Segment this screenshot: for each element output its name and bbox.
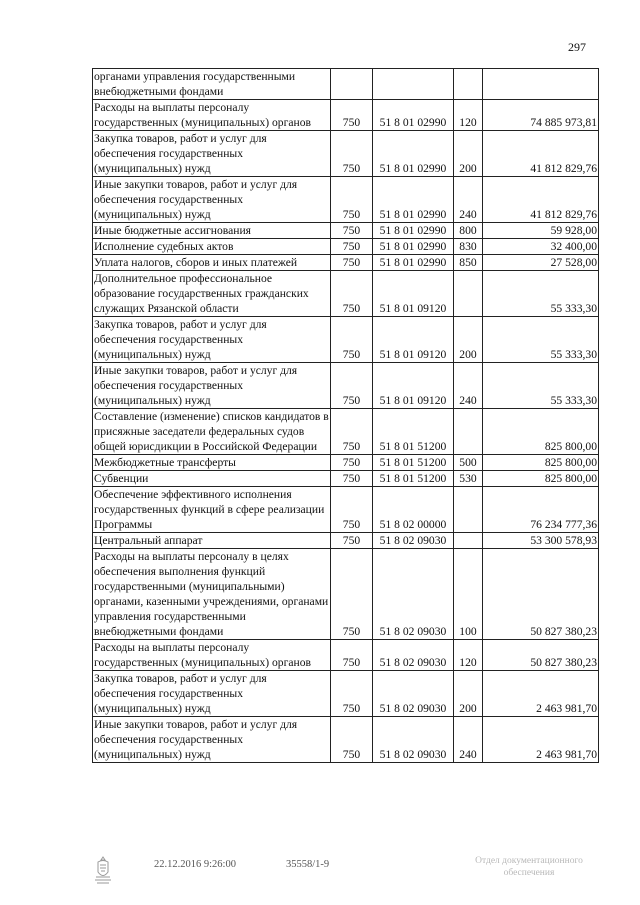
row-amount-cell: 55 333,30 — [483, 363, 599, 409]
row-code-cell: 750 — [331, 409, 373, 455]
row-expense-type-cell: 500 — [454, 455, 483, 471]
row-expense-type-cell: 240 — [454, 363, 483, 409]
row-classification-cell: 51 8 02 09030 — [373, 717, 454, 763]
row-amount-cell: 825 800,00 — [483, 455, 599, 471]
row-amount-cell: 2 463 981,70 — [483, 671, 599, 717]
row-code-cell: 750 — [331, 223, 373, 239]
table-row — [93, 455, 599, 471]
row-classification-cell: 51 8 01 09120 — [373, 271, 454, 317]
row-name-cell: Составление (изменение) списков кандидатов в присяжные заседатели федеральных судов общей юрисдикции в Российской Федерации — [94, 410, 329, 453]
page-number: 297 — [568, 40, 586, 54]
row-expense-type-cell: 120 — [454, 640, 483, 671]
page-footer — [92, 855, 612, 889]
registry-stamp-line: Отдел документационного — [475, 856, 583, 866]
row-code-cell: 750 — [331, 131, 373, 177]
table-row — [93, 363, 599, 409]
row-classification-cell: 51 8 01 02990 — [373, 100, 454, 131]
row-classification-cell: 51 8 02 09030 — [373, 640, 454, 671]
row-classification-cell: 51 8 01 51200 — [373, 455, 454, 471]
row-expense-type-cell — [454, 533, 483, 549]
row-expense-type-cell: 830 — [454, 239, 483, 255]
footer-date: 22.12.2016 9:26:00 — [154, 859, 236, 870]
row-name-cell: Иные закупки товаров, работ и услуг для обеспечения государственных (муниципальных) нужд — [93, 717, 331, 763]
row-code-cell: 750 — [331, 549, 373, 640]
row-code-cell: 750 — [331, 271, 373, 317]
row-name-cell: Расходы на выплаты персоналу государственных (муниципальных) органов — [93, 100, 331, 131]
row-classification-cell: 51 8 02 00000 — [373, 487, 454, 533]
budget-table-body — [93, 69, 599, 763]
row-amount-cell: 55 333,30 — [483, 271, 599, 317]
row-code-cell: 750 — [331, 363, 373, 409]
row-classification-cell: 51 8 01 02990 — [373, 131, 454, 177]
row-classification-cell: 51 8 01 51200 — [373, 409, 454, 455]
row-classification-cell: 51 8 01 09120 — [373, 317, 454, 363]
row-name-cell: Обеспечение эффективного исполнения государственных функций в сфере реализации Программы — [93, 487, 331, 533]
registry-stamp — [454, 855, 604, 879]
row-expense-type-cell: 200 — [454, 317, 483, 363]
row-expense-type-cell: 100 — [454, 549, 483, 640]
row-code-cell: 750 — [331, 177, 373, 223]
row-classification-cell: 51 8 02 09030 — [373, 549, 454, 640]
row-amount-cell: 41 812 829,76 — [483, 177, 599, 223]
row-name-cell: Закупка товаров, работ и услуг для обеспечения государственных (муниципальных) нужд — [93, 131, 331, 177]
table-row — [93, 255, 599, 271]
row-expense-type-cell — [454, 409, 483, 455]
table-row — [93, 223, 599, 239]
row-code-cell: 750 — [331, 487, 373, 533]
row-code-cell: 750 — [331, 100, 373, 131]
row-name-cell: Иные закупки товаров, работ и услуг для обеспечения государственных (муниципальных) нужд — [93, 177, 331, 223]
row-classification-cell — [373, 69, 454, 100]
row-expense-type-cell: 120 — [454, 100, 483, 131]
table-row — [93, 409, 599, 455]
row-name-cell: Закупка товаров, работ и услуг для обеспечения государственных (муниципальных) нужд — [93, 671, 331, 717]
row-name-cell: Субвенции — [93, 471, 331, 487]
row-expense-type-cell: 240 — [454, 177, 483, 223]
row-name-cell: Закупка товаров, работ и услуг для обеспечения государственных (муниципальных) нужд — [93, 317, 331, 363]
row-code-cell: 750 — [331, 239, 373, 255]
row-expense-type-cell: 200 — [454, 671, 483, 717]
registry-stamp-line: обеспечения — [503, 868, 555, 878]
row-amount-cell — [483, 69, 599, 100]
row-amount-cell: 27 528,00 — [483, 255, 599, 271]
row-code-cell: 750 — [331, 640, 373, 671]
row-code-cell: 750 — [331, 471, 373, 487]
row-code-cell — [331, 69, 373, 100]
row-amount-cell: 2 463 981,70 — [483, 717, 599, 763]
table-row — [93, 69, 599, 100]
table-row — [93, 239, 599, 255]
row-code-cell: 750 — [331, 671, 373, 717]
table-row — [93, 131, 599, 177]
row-code-cell: 750 — [331, 317, 373, 363]
table-row — [93, 549, 599, 640]
row-expense-type-cell: 850 — [454, 255, 483, 271]
row-name-cell: Центральный аппарат — [93, 533, 331, 549]
row-amount-cell: 76 234 777,36 — [483, 487, 599, 533]
row-classification-cell: 51 8 01 51200 — [373, 471, 454, 487]
table-row — [93, 640, 599, 671]
row-amount-cell: 825 800,00 — [483, 471, 599, 487]
budget-table — [92, 68, 599, 763]
row-amount-cell: 74 885 973,81 — [483, 100, 599, 131]
row-name-cell: Исполнение судебных актов — [93, 239, 331, 255]
row-amount-cell: 41 812 829,76 — [483, 131, 599, 177]
row-expense-type-cell — [454, 271, 483, 317]
footer-doc-number: 35558/1-9 — [286, 859, 330, 870]
row-expense-type-cell: 200 — [454, 131, 483, 177]
row-expense-type-cell: 800 — [454, 223, 483, 239]
row-classification-cell: 51 8 01 02990 — [373, 177, 454, 223]
row-classification-cell: 51 8 02 09030 — [373, 533, 454, 549]
table-row — [93, 487, 599, 533]
row-name-cell: Иные закупки товаров, работ и услуг для обеспечения государственных (муниципальных) нужд — [93, 363, 331, 409]
row-classification-cell: 51 8 02 09030 — [373, 671, 454, 717]
row-amount-cell: 50 827 380,23 — [483, 549, 599, 640]
table-row — [93, 717, 599, 763]
row-amount-cell: 50 827 380,23 — [483, 640, 599, 671]
row-code-cell: 750 — [331, 717, 373, 763]
row-code-cell: 750 — [331, 455, 373, 471]
row-amount-cell: 59 928,00 — [483, 223, 599, 239]
row-expense-type-cell: 530 — [454, 471, 483, 487]
row-amount-cell: 55 333,30 — [483, 317, 599, 363]
row-name-cell: Расходы на выплаты персоналу в целях обеспечения выполнения функций государственными (муниципальными) органами, казенными учреждениями, органами управления государственными внебюджетными фондами — [93, 549, 331, 640]
row-expense-type-cell — [454, 69, 483, 100]
row-classification-cell: 51 8 01 02990 — [373, 239, 454, 255]
row-amount-cell: 825 800,00 — [483, 409, 599, 455]
table-row — [93, 100, 599, 131]
row-classification-cell: 51 8 01 02990 — [373, 255, 454, 271]
coat-of-arms-icon — [92, 855, 114, 885]
row-classification-cell: 51 8 01 02990 — [373, 223, 454, 239]
row-amount-cell: 53 300 578,93 — [483, 533, 599, 549]
row-name-cell: Межбюджетные трансферты — [93, 455, 331, 471]
row-expense-type-cell — [454, 487, 483, 533]
row-name-cell: органами управления государственными внебюджетными фондами — [93, 69, 331, 100]
row-name-cell: Уплата налогов, сборов и иных платежей — [93, 255, 331, 271]
row-code-cell: 750 — [331, 533, 373, 549]
table-row — [93, 317, 599, 363]
row-name-cell: Иные бюджетные ассигнования — [93, 223, 331, 239]
row-name-cell: Дополнительное профессиональное образование государственных гражданских служащих Рязанской области — [93, 271, 331, 317]
table-row — [93, 271, 599, 317]
table-row — [93, 177, 599, 223]
row-name-cell: Расходы на выплаты персоналу государственных (муниципальных) органов — [93, 640, 331, 671]
row-classification-cell: 51 8 01 09120 — [373, 363, 454, 409]
row-expense-type-cell: 240 — [454, 717, 483, 763]
row-amount-cell: 32 400,00 — [483, 239, 599, 255]
row-code-cell: 750 — [331, 255, 373, 271]
table-row — [93, 471, 599, 487]
table-row — [93, 671, 599, 717]
table-row — [93, 533, 599, 549]
